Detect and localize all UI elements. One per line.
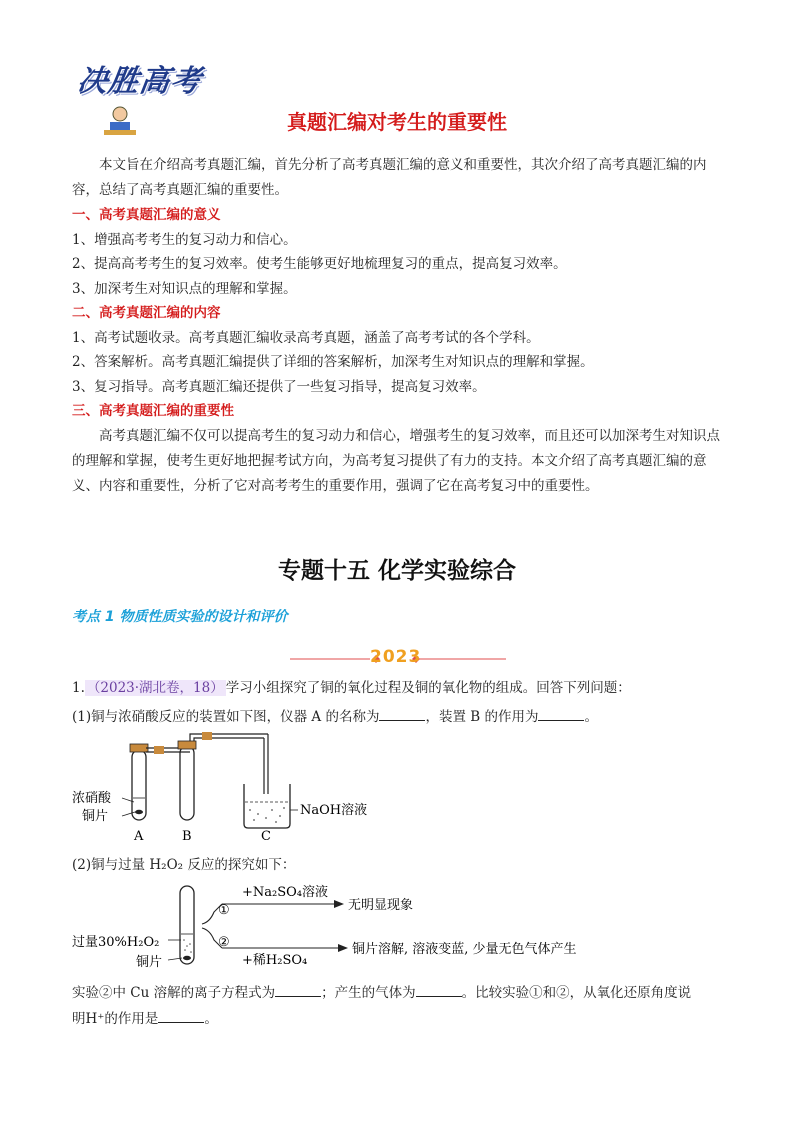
branch-2-result: 铜片溶解, 溶液变蓝, 少量无色气体产生 bbox=[352, 942, 577, 957]
section-2-item-1: 1、高考试题收录。高考真题汇编收录高考真题，涵盖了高考考试的各个学科。 bbox=[72, 330, 540, 346]
question-part-1 bbox=[72, 705, 722, 729]
part3-text-c: 。比较实验①和②，从氧化还原角度说 bbox=[461, 985, 692, 1001]
part1-text-a: (1)铜与浓硝酸反应的装置如下图，仪器 A 的名称为 bbox=[72, 709, 380, 725]
section-heading-3: 三、高考真题汇编的重要性 bbox=[72, 403, 234, 419]
conclusion-paragraph: 高考真题汇编不仅可以提高考生的复习动力和信心，增强考生的复习效率，而且还可以加深考生对知识点的理解和掌握，使考生更好地把握考试方向，为高考复习提供了有力的支持。本文介绍了高考真题汇编的意义、内容和重要性，分析了它对高考考生的重要作用，强调了它在高考复习中的重要性。 bbox=[72, 428, 720, 494]
question-part-3 bbox=[72, 981, 722, 1005]
section-2-item-3: 3、复习指导。高考真题汇编还提供了一些复习指导，提高复习效率。 bbox=[72, 379, 486, 395]
label-copper-h2o2: 铜片 bbox=[136, 955, 163, 970]
part3-text-d: 明H⁺的作用是 bbox=[72, 1011, 159, 1027]
label-a: A bbox=[134, 829, 144, 844]
label-excess-h2o2: 过量30%H₂O₂ bbox=[72, 935, 160, 950]
answer-blank-1[interactable] bbox=[379, 708, 425, 721]
h2o2-experiment-diagram bbox=[72, 876, 632, 976]
kaodian-heading: 考点 1 物质性质实验的设计和评价 bbox=[72, 609, 288, 625]
stopper-a bbox=[130, 744, 148, 752]
part3-text-e: 。 bbox=[204, 1011, 218, 1027]
question-part-2: (2)铜与过量 H₂O₂ 反应的探究如下： bbox=[72, 857, 296, 873]
part3-text-b: ；产生的气体为 bbox=[321, 985, 416, 1001]
answer-blank-4[interactable] bbox=[416, 984, 462, 997]
question-part-3-cont bbox=[72, 1007, 722, 1031]
answer-blank-5[interactable] bbox=[158, 1010, 204, 1023]
question-number: 1. bbox=[72, 680, 85, 696]
part1-text-c: 。 bbox=[584, 709, 598, 725]
question-text: 学习小组探究了铜的氧化过程及铜的氧化物的组成。回答下列问题： bbox=[225, 680, 631, 696]
section-1-item-1: 1、增强高考考生的复习动力和信心。 bbox=[72, 232, 297, 248]
copper-piece-a bbox=[135, 810, 143, 814]
topic-title: 专题十五 化学实验综合 bbox=[277, 558, 516, 584]
page-title: 真题汇编对考生的重要性 bbox=[287, 110, 507, 134]
label-copper-a: 铜片 bbox=[82, 809, 109, 824]
year-badge: 2023 bbox=[370, 647, 422, 667]
test-tube-h2o2 bbox=[180, 886, 194, 964]
section-2-item-2: 2、答案解析。高考真题汇编提供了详细的答案解析，加深考生对知识点的理解和掌握。 bbox=[72, 354, 594, 370]
test-tube-b bbox=[180, 746, 194, 820]
stopper-b bbox=[178, 741, 196, 749]
part3-text-a: 实验②中 Cu 溶解的离子方程式为 bbox=[72, 985, 276, 1001]
answer-blank-2[interactable] bbox=[538, 708, 584, 721]
branch-1-number: ① bbox=[218, 903, 230, 918]
label-b: B bbox=[182, 829, 192, 844]
beaker-c bbox=[244, 784, 290, 828]
question-stem bbox=[72, 676, 722, 700]
answer-blank-3[interactable] bbox=[275, 984, 321, 997]
section-heading-2: 二、高考真题汇编的内容 bbox=[72, 305, 221, 321]
label-c: C bbox=[261, 829, 271, 844]
branch-2-reagent: +稀H₂SO₄ bbox=[242, 953, 308, 968]
section-1-item-3: 3、加深考生对知识点的理解和掌握。 bbox=[72, 281, 297, 297]
question-tag: （2023·湖北卷，18） bbox=[86, 680, 224, 696]
label-naoh-solution: NaOH溶液 bbox=[300, 803, 368, 818]
intro-paragraph: 本文旨在介绍高考真题汇编，首先分析了高考真题汇编的意义和重要性，其次介绍了高考真题汇编的内容，总结了高考真题汇编的重要性。 bbox=[72, 157, 707, 198]
apparatus-diagram bbox=[72, 732, 392, 847]
branch-2-number: ② bbox=[218, 935, 230, 950]
logo-text: 决胜高考 bbox=[75, 64, 204, 99]
part1-text-b: ，装置 B 的作用为 bbox=[425, 709, 539, 725]
label-concentrated-nitric-acid: 浓硝酸 bbox=[72, 791, 112, 806]
branch-1-result: 无明显现象 bbox=[348, 898, 414, 913]
section-1-item-2: 2、提高高考考生的复习效率。使考生能够更好地梳理复习的重点，提高复习效率。 bbox=[72, 256, 567, 272]
section-heading-1: 一、高考真题汇编的意义 bbox=[72, 207, 221, 223]
branch-1-reagent: +Na₂SO₄溶液 bbox=[242, 885, 329, 900]
